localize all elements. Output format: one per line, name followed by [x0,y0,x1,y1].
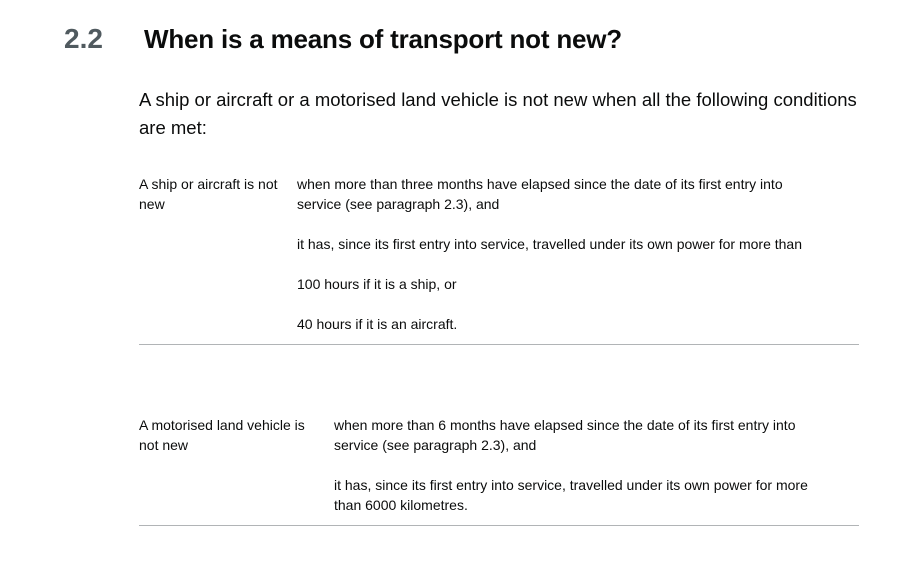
row-label: A ship or aircraft is not new [139,176,278,212]
section-number: 2.2 [64,23,103,54]
condition-text: when more than three months have elapsed since the date of its first entry into service (see paragraph 2.3), and [297,176,783,212]
condition-text: 100 hours if it is a ship, or [297,276,457,292]
conditions-table-ship-aircraft [139,174,859,345]
condition-text: it has, since its first entry into service, travelled under its own power for more than [297,236,802,252]
condition-text: 40 hours if it is an aircraft. [297,316,458,332]
section-title: When is a means of transport not new? [144,24,622,54]
row-conditions [297,174,817,334]
row-conditions [334,415,834,515]
condition-text: when more than 6 months have elapsed since the date of its first entry into service (see paragraph 2.3), and [334,417,796,453]
row-label: A motorised land vehicle is not new [139,417,305,453]
section-intro: A ship or aircraft or a motorised land vehicle is not new when all the following conditions are met: [139,89,857,138]
conditions-table-land-vehicle [139,415,859,526]
condition-text: it has, since its first entry into service, travelled under its own power for more than 6000 kilometres. [334,477,808,513]
